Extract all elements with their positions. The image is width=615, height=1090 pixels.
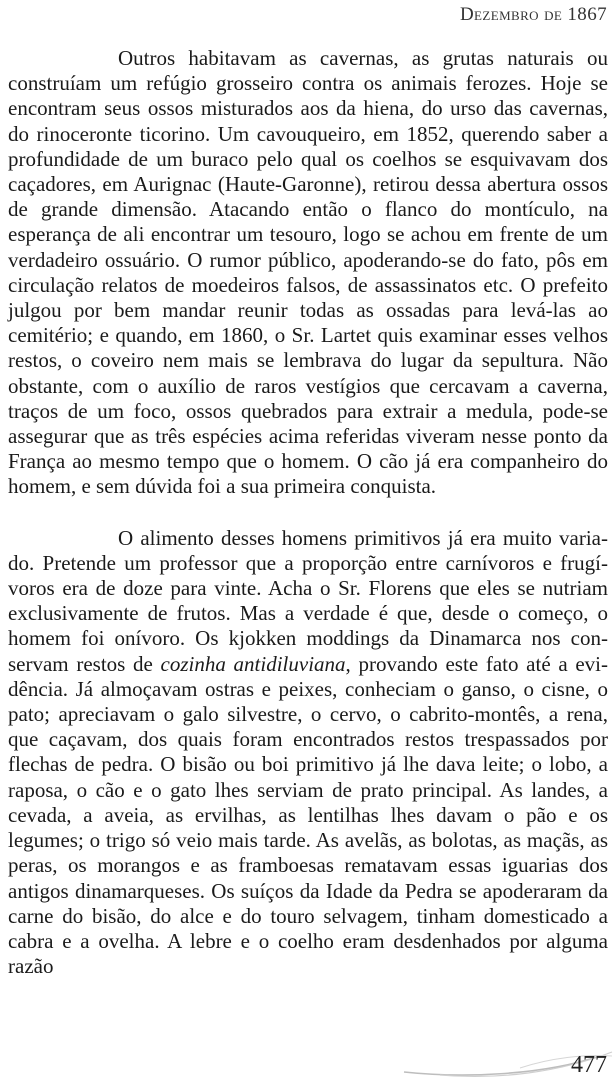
running-head: Dezembro de 1867 <box>459 4 607 25</box>
italic-phrase: cozinha antidiluviana <box>160 651 346 676</box>
paragraph-2-text-end: , provando este fato até a evidência. Já almoçavam ostras e peixes, conheciam o ganso, o cisne, o pato; apreciavam o galo silvestre, o cervo, o cabrito-montês, a rena, que caçavam, dos quais foram encontrados restos trespassados por flechas de pedra. O bisão ou boi primitivo já lhe dava leite; o lobo, a raposa, o cão e o gato lhes serviam de prato principal. As landes, a cevada, a aveia, as ervilhas, as lentilhas lhes davam o pão e os legumes; o trigo só veio mais tarde. As avelãs, as bolotas, as maçãs, as peras, os morangos e as framboesas rematavam essas iguarias dos antigos dinamarqueses. Os suíços da Idade da Pedra se apoderaram da carne do bisão, do alce e do touro selvagem, tinham domesticado a cabra e a ovelha. A lebre e o coelho eram desdenhados por alguma razão <box>8 651 608 979</box>
page-body <box>8 46 608 979</box>
body-paragraph-2 <box>8 526 608 980</box>
body-paragraph-1: Outros habitavam as cavernas, as grutas naturais ou construíam um refúgio grosseiro contra os animais ferozes. Hoje se encontram seus ossos misturados aos da hiena, do urso das cavernas, do rinoceronte ticorino. Um cavouqueiro, em 1852, querendo saber a profundidade de um buraco pelo qual os coelhos se esquivavam dos caçadores, em Aurignac (Haute-Garonne), retirou dessa abertura ossos de grande dimensão. Atacando então o flanco do montículo, na esperança de ali encontrar um tesouro, logo se achou em frente de um verdadeiro ossuário. O rumor público, apoderando-se do fato, pôs em circulação relatos de moedeiros falsos, de assassinatos etc. O prefeito julgou por bem mandar reunir todas as ossadas para levá-las ao cemitério; e quando, em 1860, o Sr. Lartet quis examinar esses velhos restos, o coveiro nem mais se lembrava do lugar da sepultura. Não obstante, com o auxílio de raros vestígios que cercavam a caverna, traços de um foco, ossos quebrados para extrair a medula, pode-se assegurar que as três espécies acima referidas viveram nesse ponto da França ao mesmo tempo que o homem. O cão já era companheiro do homem, e sem dúvida foi a sua primeira conquista. <box>8 46 608 499</box>
paragraph-2-text-start: O alimento desses homens primitivos já era muito variado. Pretende um professor que a proporção entre carnívoros e frugívoros era de doze para vinte. Acha o Sr. Florens que eles se nutriam exclusivamente de frutos. Mas a verdade é que, desde o começo, o homem foi onívoro. Os kjokken moddings da Dinamarca nos conservam restos de <box>8 525 608 676</box>
page-number: 477 <box>571 1052 607 1078</box>
